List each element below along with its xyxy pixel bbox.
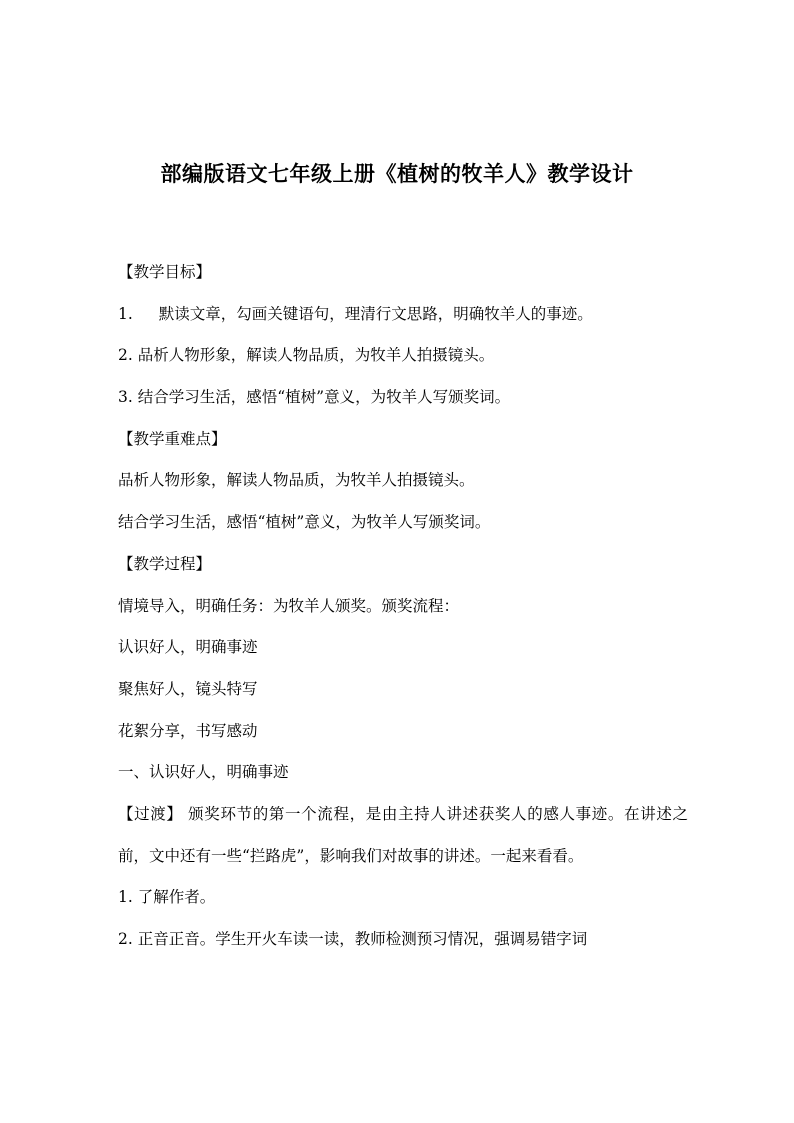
process-step-3: 花絮分享，书写感动 <box>118 721 258 740</box>
key-point-2: 结合学习生活，感悟“植树”意义，为牧羊人写颁奖词。 <box>118 513 491 532</box>
item-1: 1. 了解作者。 <box>118 888 216 907</box>
objective-2: 2. 品析人物形象，解读人物品质，为牧羊人拍摄镜头。 <box>118 346 495 365</box>
item-2: 2. 正音正音。学生开火车读一读，教师检测预习情况，强调易错字词 <box>118 930 588 949</box>
transition-paragraph: 【过渡】 颁奖环节的第一个流程，是由主持人讲述获奖人的感人事迹。在讲述之前，文中还有一些“拦路虎”，影响我们对故事的讲述。一起来看看。 <box>118 804 688 865</box>
key-point-1: 品析人物形象，解读人物品质，为牧羊人拍摄镜头。 <box>118 471 475 490</box>
document-body <box>118 252 688 961</box>
key-points-heading: 【教学重难点】 <box>118 429 227 448</box>
process-intro: 情境导入，明确任务：为牧羊人颁奖。颁奖流程： <box>118 596 460 615</box>
process-step-1: 认识好人，明确事迹 <box>118 638 258 657</box>
part-1-heading: 一、认识好人，明确事迹 <box>118 763 289 782</box>
objective-1 <box>118 294 688 336</box>
objective-1-text: 默读文章，勾画关键语句，理清行文思路，明确牧羊人的事迹。 <box>158 304 593 323</box>
document-title: 部编版语文七年级上册《植树的牧羊人》教学设计 <box>160 162 634 186</box>
objective-3: 3. 结合学习生活，感悟“植树”意义，为牧羊人写颁奖词。 <box>118 388 511 407</box>
process-step-2: 聚焦好人，镜头特写 <box>118 679 258 698</box>
objective-1-number: 1. <box>118 304 133 323</box>
process-heading: 【教学过程】 <box>118 554 212 573</box>
objectives-heading: 【教学目标】 <box>118 263 212 281</box>
